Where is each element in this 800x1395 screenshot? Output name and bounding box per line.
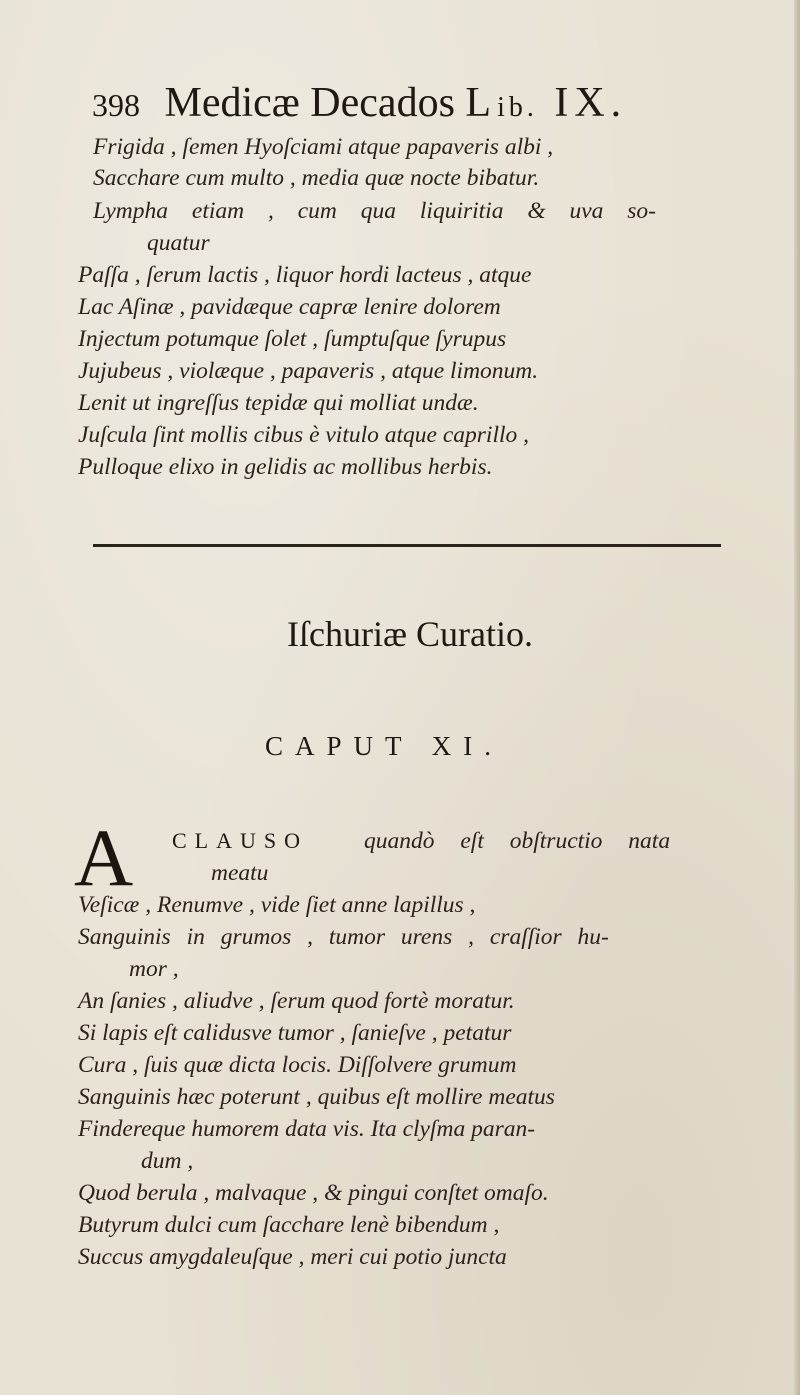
verse-line: Lympha etiam , cum qua liquiritia & uva so- (93, 198, 657, 224)
verse-line: Butyrum dulci cum ſacchare lenè bibendum , (78, 1212, 500, 1238)
verse-line: Paſſa , ſerum lactis , liquor hordi lacteus , atque (78, 262, 532, 288)
book-numeral: IX. (554, 80, 628, 126)
section-divider (93, 544, 721, 547)
verse-line-continued: meatu (211, 860, 269, 886)
book-initial: L (465, 80, 498, 126)
verse-line: An ſanies , aliudve , ſerum quod fortè moratur. (78, 988, 515, 1014)
section-title: Iſchuriæ Curatio. (287, 614, 533, 654)
verse-line: Quod berula , malvaque , & pingui conſtet omaſo. (78, 1180, 549, 1206)
running-head (92, 78, 692, 128)
verse-line-continued: mor , (129, 956, 179, 982)
page-edge (794, 0, 800, 1395)
verse-line: Juſcula ſint mollis cibus è vitulo atque caprillo , (78, 422, 530, 448)
running-title: Medicæ Decados (164, 80, 455, 126)
verse-line: Findereque humorem data vis. Ita clyſma paran- (78, 1116, 536, 1142)
book-label (465, 80, 627, 126)
verse-line: Injectum potumque ſolet , ſumptuſque ſyrupus (78, 326, 507, 352)
drop-cap: A (74, 812, 134, 903)
verse-line: Succus amygdaleuſque , meri cui potio juncta (78, 1244, 507, 1270)
verse-line: Sanguinis in grumos , tumor urens , craſſior hu- (78, 924, 609, 950)
verse-line: Sacchare cum multo , media quæ nocte bibatur. (93, 165, 540, 191)
chapter-heading: CAPUT XI. (265, 731, 504, 761)
verse-line-continued: quatur (147, 230, 210, 256)
verse-line: Frigida , ſemen Hyoſciami atque papaveris albi , (93, 134, 554, 160)
first-word-smallcaps: CLAUSO (172, 828, 309, 853)
verse-line: Cura , ſuis quæ dicta locis. Diſſolvere grumum (78, 1052, 517, 1078)
page-number: 398 (92, 87, 140, 123)
book-rest: ib. (497, 92, 538, 123)
verse-line: Sanguinis hæc poterunt , quibus eſt mollire meatus (78, 1084, 555, 1110)
verse-line: Pulloque elixo in gelidis ac mollibus herbis. (78, 454, 493, 480)
verse-line: Lac Aſinæ , pavidæque capræ lenire dolorem (78, 294, 501, 320)
verse-line: Lenit ut ingreſſus tepidæ qui molliat undæ. (78, 390, 479, 416)
verse-line: Si lapis eſt calidusve tumor , ſanieſve , petatur (78, 1020, 512, 1046)
verse-line: quandò eſt obſtructio nata (364, 828, 671, 854)
verse-line-continued: dum , (141, 1148, 194, 1174)
verse-line: Jujubeus , violæque , papaveris , atque limonum. (78, 358, 539, 384)
verse-line: Veſicæ , Renumve , vide ſiet anne lapillus , (78, 892, 476, 918)
